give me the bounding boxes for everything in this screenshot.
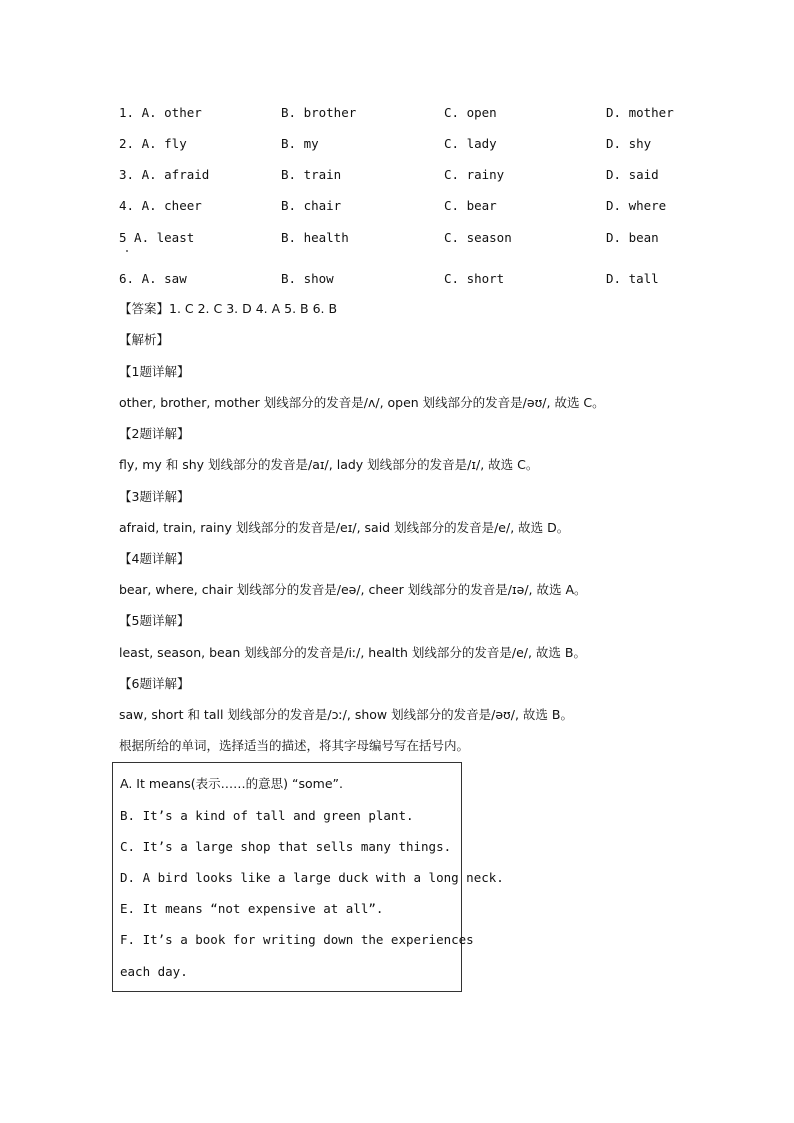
option-a: 1. A. other (119, 105, 202, 120)
option-line-e: E. It means “not expensive at all”. (120, 901, 384, 916)
option-a: 4. A. cheer (119, 198, 202, 213)
detail-heading-2: 【2题详解】 (119, 426, 190, 441)
option-b: B. brother (281, 105, 357, 120)
option-line-f: F. It’s a book for writing down the experiences (120, 932, 474, 947)
detail-heading-3: 【3题详解】 (119, 489, 190, 504)
detail-text-2: fly, my 和 shy 划线部分的发音是/aɪ/, lady 划线部分的发音是/ɪ/, 故选 C。 (119, 457, 539, 472)
question-row-4 (0, 196, 794, 216)
detail-heading-5: 【5题详解】 (119, 613, 190, 628)
option-line-a: A. It means(表示……的意思) “some”. (120, 776, 343, 791)
question-row-6 (0, 269, 794, 289)
detail-heading-6: 【6题详解】 (119, 676, 190, 691)
question-row-1 (0, 103, 794, 123)
option-a: 2. A. fly (119, 136, 187, 151)
option-line-c: C. It’s a large shop that sells many things. (120, 839, 452, 854)
option-line-d: D. A bird looks like a large duck with a long neck. (120, 870, 504, 885)
option-d: D. bean (606, 230, 659, 245)
question-row-3 (0, 165, 794, 185)
option-a: 6. A. saw (119, 271, 187, 286)
detail-text-5: least, season, bean 划线部分的发音是/iː/, health 划线部分的发音是/e/, 故选 B。 (119, 645, 586, 660)
detail-heading-1: 【1题详解】 (119, 364, 190, 379)
option-line-b: B. It’s a kind of tall and green plant. (120, 808, 414, 823)
detail-text-6: saw, short 和 tall 划线部分的发音是/ɔː/, show 划线部分的发音是/əʊ/, 故选 B。 (119, 707, 573, 722)
question-row-5 (0, 228, 794, 248)
option-b: B. chair (281, 198, 342, 213)
option-c: C. season (444, 230, 512, 245)
option-c: C. rainy (444, 167, 505, 182)
option-b: B. show (281, 271, 334, 286)
option-b: B. train (281, 167, 342, 182)
option-c: C. bear (444, 198, 497, 213)
analysis-heading: 【解析】 (119, 332, 170, 347)
option-a: 5 A. least (119, 230, 195, 245)
option-line-f-cont: each day. (120, 964, 188, 979)
option-d: D. tall (606, 271, 659, 286)
option-d: D. mother (606, 105, 674, 120)
detail-text-3: afraid, train, rainy 划线部分的发音是/eɪ/, said 划线部分的发音是/e/, 故选 D。 (119, 520, 570, 535)
option-a: 3. A. afraid (119, 167, 210, 182)
option-d: D. said (606, 167, 659, 182)
detail-heading-4: 【4题详解】 (119, 551, 190, 566)
option-b: B. my (281, 136, 319, 151)
instruction-text: 根据所给的单词，选择适当的描述，将其字母编号写在括号内。 (119, 738, 470, 753)
option-c: C. lady (444, 136, 497, 151)
stray-mark (126, 250, 128, 252)
detail-text-1: other, brother, mother 划线部分的发音是/ʌ/, open 划线部分的发音是/əʊ/, 故选 C。 (119, 395, 605, 410)
question-row-2 (0, 134, 794, 154)
options-box (112, 762, 504, 992)
detail-text-4: bear, where, chair 划线部分的发音是/eə/, cheer 划线部分的发音是/ɪə/, 故选 A。 (119, 582, 587, 597)
option-d: D. where (606, 198, 667, 213)
option-c: C. short (444, 271, 505, 286)
option-b: B. health (281, 230, 349, 245)
answer-line: 【答案】1. C 2. C 3. D 4. A 5. B 6. B (119, 301, 338, 316)
option-d: D. shy (606, 136, 652, 151)
option-c: C. open (444, 105, 497, 120)
